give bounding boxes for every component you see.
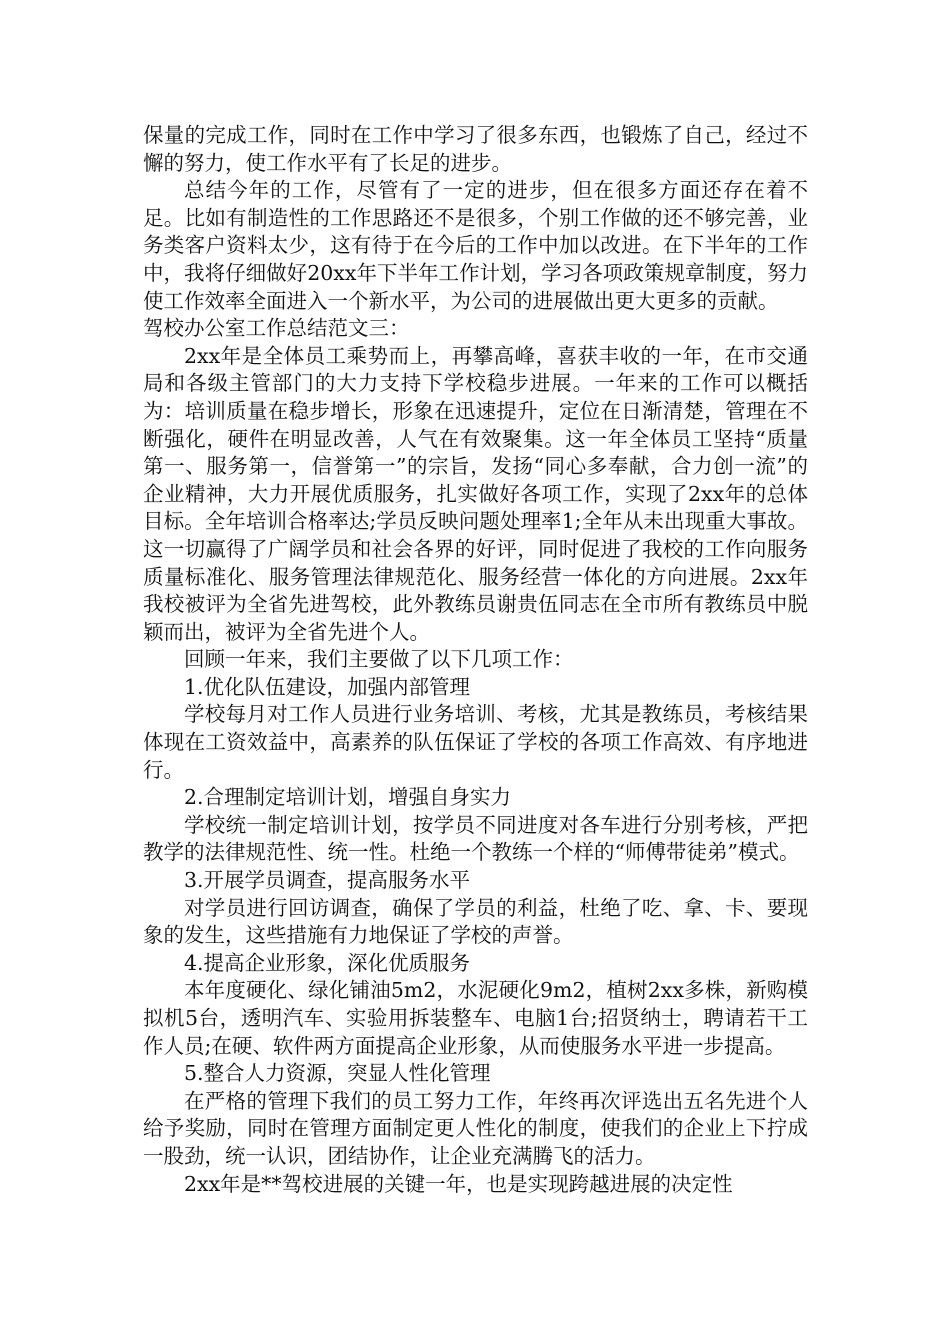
paragraph-continuation: 保量的完成工作，同时在工作中学习了很多东西，也锻炼了自己，经过不懈的努力，使工作水平有了长足的进步。 — [143, 123, 808, 175]
paragraph-overview: 2xx年是全体员工乘势而上，再攀高峰，喜获丰收的一年，在市交通局和各级主管部门的大力支持下学校稳步进展。一年来的工作可以概括为：培训质量在稳步增长，形象在迅速提升，定位在日渐清楚，管理在不断强化，硬件在明显改善，人气在有效聚集。这一年全体员工坚持“质量第一、服务第一，信誉第一”的宗旨，发扬“同心多奉献，合力创一流”的企业精神，大力开展优质服务，扎实做好各项工作，实现了2xx年的总体目标。全年培训合格率达;学员反映问题处理率1;全年从未出现重大事故。这一切赢得了广阔学员和社会各界的好评，同时促进了我校的工作向服务质量标准化、服务管理法律规范化、服务经营一体化的方向进展。2xx年我校被评为全省先进驾校，此外教练员谢贵伍同志在全市所有教练员中脱颖而出，被评为全省先进个人。 — [143, 343, 808, 644]
item-heading-4: 4.提高企业形象，深化优质服务 — [184, 950, 471, 975]
item-heading-2: 2.合理制定培训计划，增强自身实力 — [184, 785, 512, 810]
item-body-2: 学校统一制定培训计划，按学员不同进度对各车进行分别考核，严把教学的法律规范性、统一性。杜绝一个教练一个样的“师傅带徒弟”模式。 — [143, 812, 808, 865]
item-body-5: 在严格的管理下我们的员工努力工作，年终再次评选出五名先进个人给予奖励，同时在管理方面制定更人性化的制度，使我们的企业上下拧成一股劲，统一认识，团结协作，让企业充满腾飞的活力。 — [143, 1088, 808, 1168]
section-heading: 驾校办公室工作总结范文三： — [143, 316, 410, 341]
item-heading-1: 1.优化队伍建设，加强内部管理 — [184, 674, 471, 699]
item-body-1: 学校每月对工作人员进行业务培训、考核，尤其是教练员，考核结果体现在工资效益中，高素养的队伍保证了学校的各项工作高效、有序地进行。 — [143, 702, 808, 782]
item-body-4: 本年度硬化、绿化铺油5m2，水泥硬化9m2，植树2xx多株，新购模拟机5台，透明汽车、实验用拆装整车、电脑1台;招贤纳士，聘请若干工作人员;在硬、软件两方面提高企业形象，从而使服务水平进一步提高。 — [143, 978, 808, 1058]
item-heading-3: 3.开展学员调查，提高服务水平 — [184, 868, 471, 893]
paragraph-review-intro: 回顾一年来，我们主要做了以下几项工作： — [184, 647, 574, 672]
paragraph-closing: 2xx年是**驾校进展的关键一年，也是实现跨越进展的决定性 — [184, 1171, 733, 1196]
item-body-3: 对学员进行回访调查，确保了学员的利益，杜绝了吃、拿、卡、要现象的发生，这些措施有力地保证了学校的声誉。 — [143, 895, 808, 948]
document-page — [143, 122, 808, 1198]
paragraph-summary: 总结今年的工作，尽管有了一定的进步，但在很多方面还存在着不足。比如有制造性的工作思路还不是很多，个别工作做的还不够完善，业务类客户资料太少，这有待于在今后的工作中加以改进。在下半年的工作中，我将仔细做好20xx年下半年工作计划，学习各项政策规章制度，努力使工作效率全面进入一个新水平，为公司的进展做出更大更多的贡献。 — [143, 178, 808, 313]
item-heading-5: 5.整合人力资源，突显人性化管理 — [184, 1061, 491, 1086]
